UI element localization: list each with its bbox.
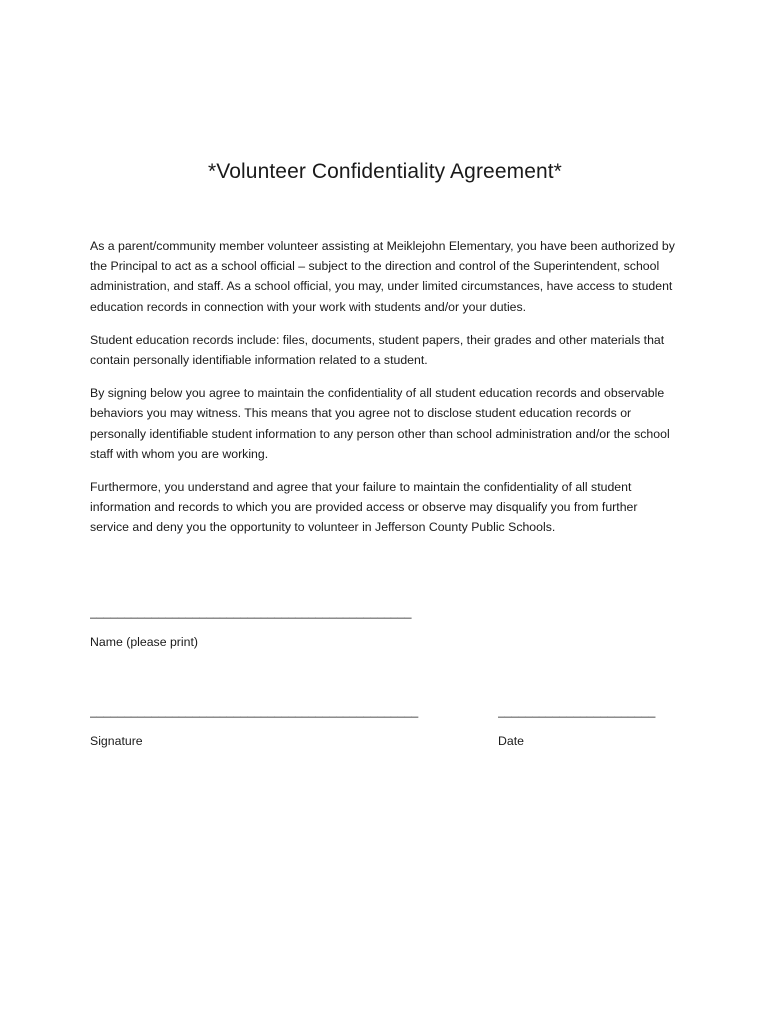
paragraph-confidentiality: By signing below you agree to maintain the confidentiality of all student education records and observable behaviors you may witness. This means that you agree not to disclose student education records or personally identifiable student information to any person other than school administration and/or the school staff with whom you are working. — [90, 386, 670, 461]
document-body — [90, 236, 675, 551]
date-label: Date — [498, 734, 524, 748]
paragraph-authorization: As a parent/community member volunteer assisting at Meiklejohn Elementary, you have been authorized by the Principal to act as a school official – subject to the direction and control of the Superintendent, school administration, and staff. As a school official, you may, under limited circumstances, have access to student education records in connection with your work with students and/or your duties. — [90, 239, 675, 314]
name-label: Name (please print) — [90, 635, 198, 649]
paragraph-consequences: Furthermore, you understand and agree that your failure to maintain the confidentiality of all student information and records to which you are provided access or observe may disqualify you from further service and deny you the opportunity to volunteer in Jefferson County Public Schools. — [90, 480, 638, 535]
paragraph-records-definition: Student education records include: files, documents, student papers, their grades and other materials that contain personally identifiable information related to a student. — [90, 332, 665, 368]
document-title: *Volunteer Confidentiality Agreement* — [208, 160, 562, 183]
signature-label: Signature — [90, 734, 143, 748]
date-line: _______________________ — [498, 704, 656, 718]
name-line: _______________________________________________ — [90, 605, 412, 619]
signature-line: ________________________________________________ — [90, 704, 419, 718]
